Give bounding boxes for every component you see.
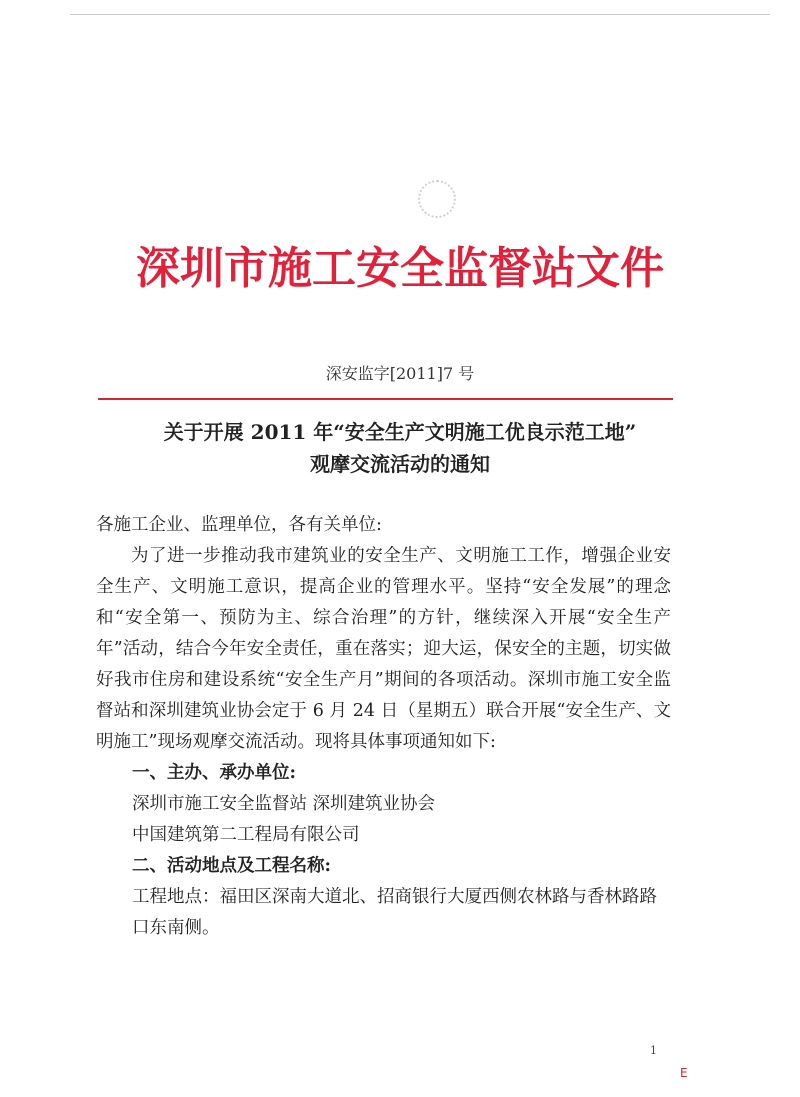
- salutation: 各施工企业、监理单位，各有关单位:: [96, 515, 382, 535]
- scan-edge-line: [70, 14, 770, 15]
- section-2-heading: 二、活动地点及工程名称:: [132, 856, 331, 876]
- organizers-line: 深圳市施工安全监督站 深圳建筑业协会: [132, 794, 436, 814]
- location-paragraph: 工程地点：福田区深南大道北、招商银行大厦西侧农林路与香林路路口东南侧。: [132, 887, 657, 938]
- notice-title: [0, 416, 800, 480]
- seal-trace-icon: [418, 180, 456, 218]
- edge-mark: E: [680, 1066, 688, 1080]
- notice-title-line-2: 观摩交流活动的通知: [310, 452, 490, 476]
- red-divider-rule: [98, 398, 673, 400]
- notice-body: [96, 510, 671, 944]
- intro-paragraph: 为了进一步推动我市建筑业的安全生产、文明施工工作，增强企业安全生产、文明施工意识，提高企业的管理水平。坚持“安全发展”的理念和“安全第一、预防为主、综合治理”的方针，继续深入开展“安全生产年”活动，结合今年安全责任，重在落实；迎大运，保安全的主题，切实做好我市住房和建设系统“安全生产月”期间的各项活动。深圳市施工安全监督站和深圳建筑业协会定于 6 月 24 日（星期五）联合开展“安全生产、文明施工”现场观摩交流活动。现将具体事项通知如下:: [96, 546, 671, 752]
- contractor-line: 中国建筑第二工程局有限公司: [132, 825, 360, 845]
- page-number: 1: [650, 1044, 657, 1057]
- document-header-title: 深圳市施工安全监督站文件: [136, 243, 664, 294]
- document-number: 深安监字[2011]7 号: [325, 364, 475, 383]
- notice-title-line-1: 关于开展 2011 年“安全生产文明施工优良示范工地”: [163, 420, 637, 444]
- section-1-heading: 一、主办、承办单位:: [132, 763, 296, 783]
